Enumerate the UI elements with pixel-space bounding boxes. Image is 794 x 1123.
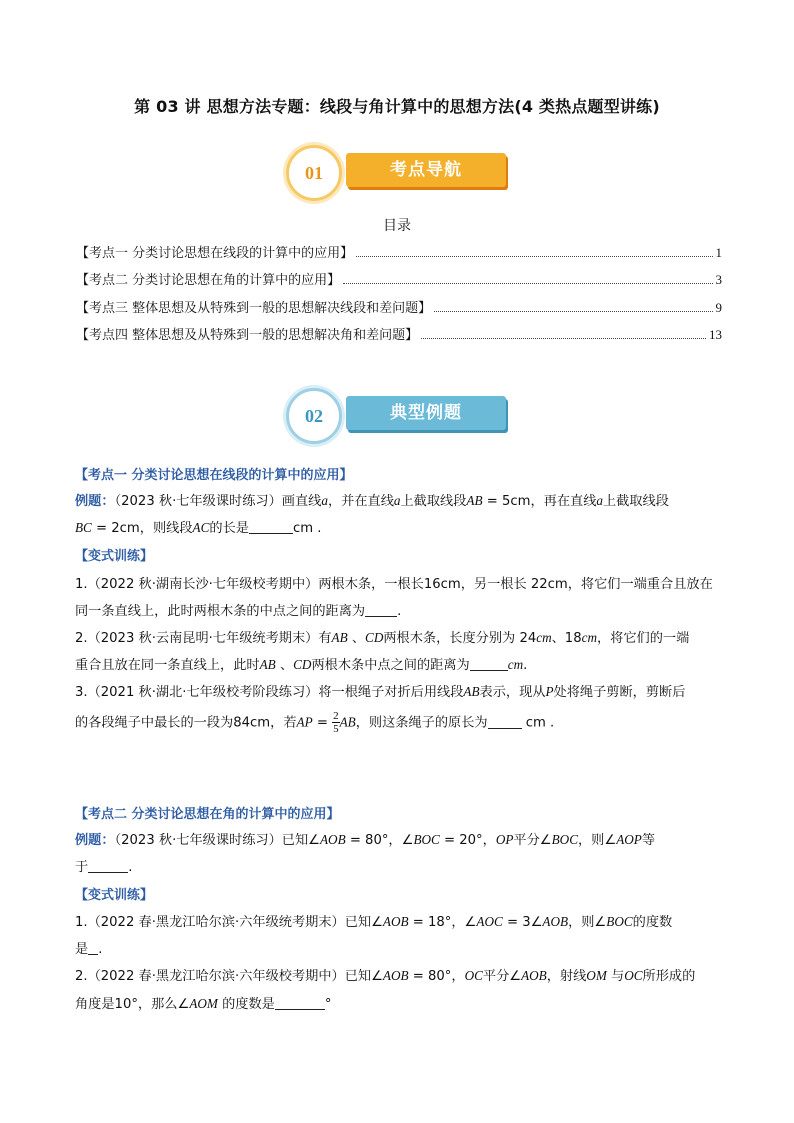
- toc-item-label: 【考点四 整体思想及从特殊到一般的思想解决角和差问题】: [76, 328, 419, 343]
- toc-item[interactable]: [76, 296, 722, 316]
- banner-number: 01: [286, 145, 342, 201]
- example-label: 例题：: [75, 833, 115, 848]
- toc-leader-dots: [434, 310, 712, 312]
- question-line: 1.（2022 秋·湖南长沙·七年级校考期中）两根木条，一根长16cm，另一根长 22cm，将它们一端重合且放在: [75, 577, 713, 592]
- answer-blank[interactable]: [88, 940, 98, 955]
- question-line: 3.（2021 秋·湖北·七年级校考阶段练习）将一根绳子对折后用线段AB表示，现从P处将绳子剪断，剪断后: [75, 684, 686, 700]
- question-line: 同一条直线上，此时两根木条的中点之间的距离为 .: [75, 604, 402, 619]
- toc-item-page: 13: [709, 327, 722, 342]
- toc-item-page: 9: [715, 300, 722, 315]
- answer-blank[interactable]: [275, 995, 325, 1010]
- answer-blank[interactable]: [249, 519, 293, 534]
- toc-heading: 目录: [383, 218, 411, 234]
- fraction: $\frac{2}{5}$: [333, 710, 339, 735]
- toc-leader-dots: [421, 337, 706, 339]
- section-banner-navigation: [286, 148, 510, 196]
- question-line: 的各段绳子中最长的一段为84cm，若AP = $\frac{2}{5}$ AB，则这条绳子的原长为 cm .: [75, 710, 555, 735]
- answer-blank[interactable]: [488, 714, 522, 729]
- page-title: 第 03 讲 思想方法专题：线段与角计算中的思想方法(4 类热点题型讲练): [134, 97, 660, 116]
- toc-item-page: 1: [715, 245, 722, 260]
- toc-item-page: 3: [715, 272, 722, 287]
- toc-item-label: 【考点三 整体思想及从特殊到一般的思想解决线段和差问题】: [76, 301, 432, 316]
- answer-blank[interactable]: [88, 858, 128, 873]
- banner-label: 考点导航: [346, 153, 506, 187]
- example-label: 例题：: [75, 494, 115, 509]
- toc-item-label: 【考点一 分类讨论思想在线段的计算中的应用】: [76, 246, 354, 261]
- question-line: 1.（2022 春·黑龙江哈尔滨·六年级统考期末）已知∠AOB = 18°，∠AOC = 3∠AOB，则∠BOC的度数: [75, 914, 673, 930]
- toc-item[interactable]: [76, 241, 722, 261]
- banner-number: 02: [286, 388, 342, 444]
- toc-leader-dots: [343, 282, 712, 284]
- banner-label: 典型例题: [346, 396, 506, 430]
- example-line: 例题：（2023 秋·七年级课时练习）已知∠AOB = 80°，∠BOC = 20°，OP平分∠BOC，则∠AOP等: [75, 832, 656, 848]
- practice-heading: 【变式训练】: [75, 888, 154, 903]
- toc-item-label: 【考点二 分类讨论思想在角的计算中的应用】: [76, 273, 341, 288]
- toc-item[interactable]: [76, 268, 722, 288]
- example-line: BC = 2cm，则线段AC的长是 cm .: [75, 520, 322, 536]
- question-line: 2.（2023 秋·云南昆明·七年级统考期末）有AB 、CD两根木条，长度分别为 24cm、18cm，将它们的一端: [75, 630, 690, 646]
- practice-heading: 【变式训练】: [75, 549, 154, 564]
- example-line: 例题：（2023 秋·七年级课时练习）画直线a，并在直线a上截取线段AB = 5cm，再在直线a上截取线段: [75, 493, 669, 509]
- toc-item[interactable]: [76, 323, 722, 343]
- section-heading-1: 【考点一 分类讨论思想在线段的计算中的应用】: [75, 468, 353, 483]
- question-line: 重合且放在同一条直线上，此时AB 、CD两根木条中点之间的距离为 cm.: [75, 657, 528, 673]
- answer-blank[interactable]: [365, 602, 397, 617]
- section-banner-examples: [286, 391, 510, 439]
- question-line: 角度是10°，那么∠AOM 的度数是 °: [75, 996, 332, 1012]
- answer-blank[interactable]: [470, 656, 508, 671]
- section-heading-2: 【考点二 分类讨论思想在角的计算中的应用】: [75, 807, 340, 822]
- question-line: 2.（2022 春·黑龙江哈尔滨·六年级校考期中）已知∠AOB = 80°，OC平分∠AOB，射线OM 与OC所形成的: [75, 968, 696, 984]
- example-line: 于 .: [75, 860, 133, 875]
- toc-leader-dots: [356, 255, 712, 257]
- question-line: 是 .: [75, 942, 103, 957]
